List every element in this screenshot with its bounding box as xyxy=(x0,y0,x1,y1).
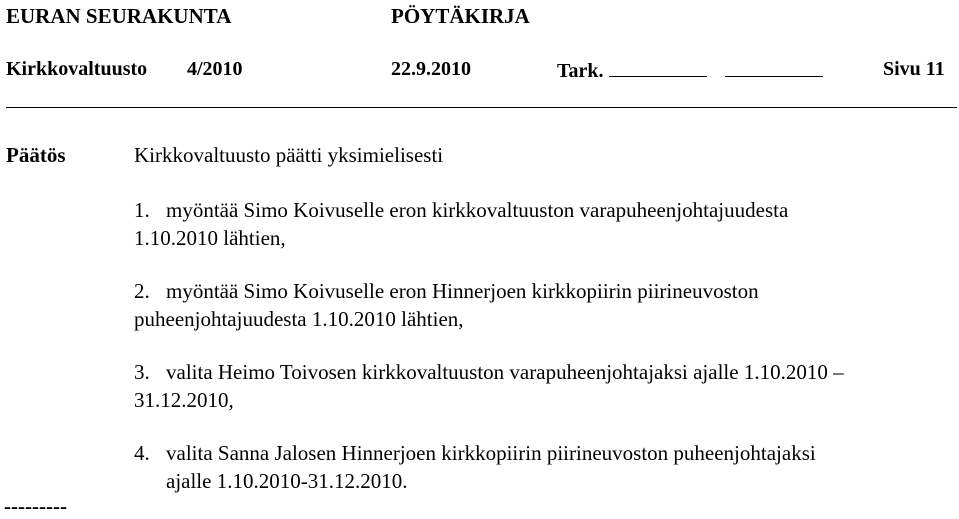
item-text-line: puheenjohtajuudesta 1.10.2010 lähtien, xyxy=(134,307,464,331)
item-text-line: valita Heimo Toivosen kirkkovaltuuston varapuheenjohtajaksi ajalle 1.10.2010 – xyxy=(166,360,844,384)
meeting-number: 4/2010 xyxy=(187,58,243,80)
signature-blank-1 xyxy=(609,58,707,77)
item-text-line: myöntää Simo Koivuselle eron kirkkovaltuuston varapuheenjohtajuudesta xyxy=(166,198,789,222)
meeting-body: Kirkkovaltuusto xyxy=(6,58,148,80)
decision-intro: Kirkkovaltuusto päätti yksimielisesti xyxy=(134,143,444,167)
item-number: 3. xyxy=(134,360,150,384)
item-number: 4. xyxy=(134,441,150,465)
page-number: Sivu 11 xyxy=(883,58,945,80)
decision-label: Päätös xyxy=(6,143,66,167)
item-text-line: ajalle 1.10.2010-31.12.2010. xyxy=(166,469,408,493)
item-number: 2. xyxy=(134,279,150,303)
item-text-line: myöntää Simo Koivuselle eron Hinnerjoen kirkkopiirin piirineuvoston xyxy=(166,279,759,303)
checked-field xyxy=(557,58,823,83)
item-number: 1. xyxy=(134,198,150,222)
item-text-line: 31.12.2010, xyxy=(134,388,234,412)
document-type: PÖYTÄKIRJA xyxy=(391,4,530,28)
item-text-line: 1.10.2010 lähtien, xyxy=(134,226,286,250)
header-rule xyxy=(6,107,957,108)
meeting-date: 22.9.2010 xyxy=(391,58,471,80)
item-text-line: valita Sanna Jalosen Hinnerjoen kirkkopiirin piirineuvoston puheenjohtajaksi xyxy=(166,441,816,465)
checked-label: Tark. xyxy=(557,60,604,82)
organization-name: EURAN SEURAKUNTA xyxy=(6,4,232,28)
footer-separator: --------- xyxy=(4,494,67,518)
signature-blank-2 xyxy=(725,58,823,77)
